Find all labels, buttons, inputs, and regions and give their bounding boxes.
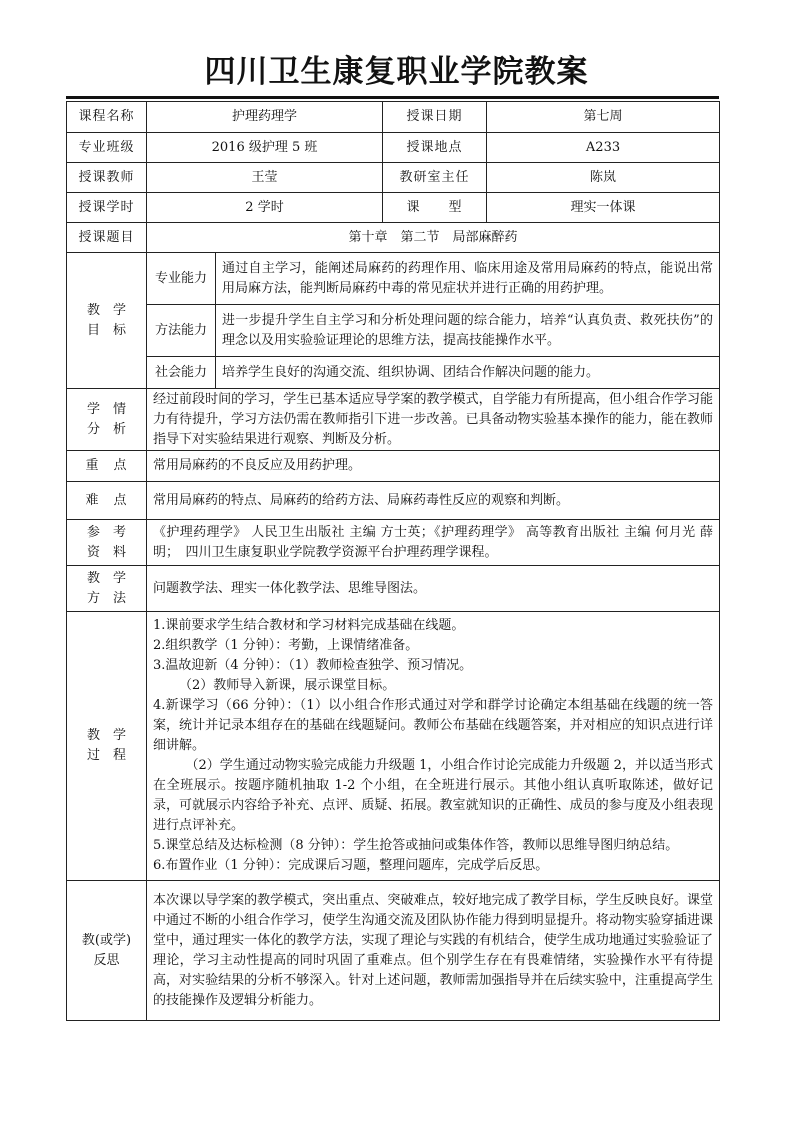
objectives-label: [67, 253, 147, 389]
process-content: [147, 612, 720, 881]
hours-label: 授课学时: [67, 193, 147, 223]
type-value: 理实一体课: [487, 193, 720, 223]
process-label-line2: 过 程: [86, 748, 126, 763]
process-step-4: 4.新课学习（66 分钟）：（1）以小组合作形式通过对学和群学讨论确定本组基础在线题的统一答案，统计并记录本组存在的基础在线题疑问。教师公布基础在线题答案，并对相应的知识点进行详细讲解。: [153, 698, 714, 753]
methods-label-line2: 方 法: [86, 590, 126, 606]
teacher-value: 王莹: [147, 163, 383, 193]
row-objective-professional: [67, 253, 720, 305]
row-topic: [67, 223, 720, 253]
process-step-6: 6.布置作业（1 分钟）：完成课后习题，整理问题库，完成学后反思。: [153, 858, 549, 873]
analysis-label: [67, 389, 147, 451]
location-label: 授课地点: [383, 133, 487, 163]
row-objective-method: [67, 305, 720, 357]
row-difficulties: [67, 482, 720, 520]
lesson-plan-table: [66, 101, 720, 1021]
row-key-points: [67, 451, 720, 482]
reflection-label-line1: 教(或学): [81, 932, 132, 948]
row-methods: [67, 566, 720, 612]
methods-text: 问题教学法、理实一体化教学法、思维导图法。: [147, 566, 720, 612]
process-step-4-sub: （2）学生通过动物实验完成能力升级题 1，小组合作讨论完成能力升级题 2，并以适当形式在全班展示。按题序随机抽取 1-2 个小组，在全班进行展示。其他小组认真听取陈述，做好记录，可就展示内容给予补充、点评、质疑、拓展。教室就知识的正确性、成员的参与度及小组表现进行点评补充。: [153, 758, 714, 833]
method-ability-text: 进一步提升学生自主学习和分析处理问题的综合能力，培养“认真负责、救死扶伤”的理念以及用实验验证理论的思维方法，提高技能操作水平。: [216, 305, 720, 357]
references-label-line2: 资 料: [86, 544, 126, 560]
row-hours: [67, 193, 720, 223]
row-analysis: [67, 389, 720, 451]
title-divider: [66, 96, 719, 99]
course-name-label: 课程名称: [67, 102, 147, 133]
class-value: 2016 级护理 5 班: [147, 133, 383, 163]
location-value: A233: [487, 133, 720, 163]
row-references: [67, 520, 720, 566]
date-label: 授课日期: [383, 102, 487, 133]
process-step-3: 3.温故迎新（4 分钟）：（1）教师检查独学、预习情况。: [153, 658, 473, 673]
type-label: 课 型: [383, 193, 487, 223]
references-text: 《护理药理学》 人民卫生出版社 主编 方士英；《护理药理学》 高等教育出版社 主编 何月光 薛明； 四川卫生康复职业学院教学资源平台护理药理学课程。: [147, 520, 720, 566]
social-ability-label: 社会能力: [147, 357, 216, 389]
row-objective-social: [67, 357, 720, 389]
key-points-label: 重 点: [67, 451, 147, 482]
reflection-label-line2: 反思: [93, 952, 120, 968]
professional-ability-text: 通过自主学习，能阐述局麻药的药理作用、临床用途及常用局麻药的特点，能说出常用局麻方法，能判断局麻药中毒的常见症状并进行正确的用药护理。: [216, 253, 720, 305]
methods-label-line1: 教 学: [86, 570, 126, 586]
row-course: [67, 102, 720, 133]
objectives-label-line1: 教 学: [86, 302, 126, 318]
row-class: [67, 133, 720, 163]
process-label: [67, 612, 147, 881]
analysis-label-line1: 学 情: [86, 401, 126, 417]
topic-value: 第十章 第二节 局部麻醉药: [147, 223, 720, 253]
course-name-value: 护理药理学: [147, 102, 383, 133]
row-process: [67, 612, 720, 881]
process-step-1: 1.课前要求学生结合教材和学习材料完成基础在线题。: [153, 618, 465, 633]
method-ability-label: 方法能力: [147, 305, 216, 357]
methods-label: [67, 566, 147, 612]
row-reflection: [67, 881, 720, 1021]
director-label: 教研室主任: [383, 163, 487, 193]
class-label: 专业班级: [67, 133, 147, 163]
process-label-line1: 教 学: [86, 728, 126, 743]
process-step-5: 5.课堂总结及达标检测（8 分钟）：学生抢答或抽问或集体作答，教师以思维导图归纳总结。: [153, 838, 679, 853]
date-value: 第七周: [487, 102, 720, 133]
social-ability-text: 培养学生良好的沟通交流、组织协调、团结合作解决问题的能力。: [216, 357, 720, 389]
key-points-text: 常用局麻药的不良反应及用药护理。: [147, 451, 720, 482]
process-step-2: 2.组织教学（1 分钟）：考勤，上课情绪准备。: [153, 638, 419, 653]
references-label-line1: 参 考: [86, 524, 126, 540]
difficulties-text: 常用局麻药的特点、局麻药的给药方法、局麻药毒性反应的观察和判断。: [147, 482, 720, 520]
analysis-text: 经过前段时间的学习，学生已基本适应导学案的教学模式，自学能力有所提高，但小组合作学习能力有待提升，学习方法仍需在教师指引下进一步改善。已具备动物实验基本操作的能力，能在教师指导下对实验结果进行观察、判断及分析。: [147, 389, 720, 451]
reflection-label: [67, 881, 147, 1021]
topic-label: 授课题目: [67, 223, 147, 253]
difficulties-label: 难 点: [67, 482, 147, 520]
analysis-label-line2: 分 析: [86, 421, 126, 437]
process-step-3-sub: （2）教师导入新课，展示课堂目标。: [179, 678, 396, 693]
teacher-label: 授课教师: [67, 163, 147, 193]
objectives-label-line2: 目 标: [86, 322, 126, 338]
professional-ability-label: 专业能力: [147, 253, 216, 305]
hours-value: 2 学时: [147, 193, 383, 223]
reflection-text: 本次课以导学案的教学模式，突出重点、突破难点，较好地完成了教学目标，学生反映良好。课堂中通过不断的小组合作学习，使学生沟通交流及团队协作能力得到明显提升。将动物实验穿插进课堂中，通过理实一体化的教学方法，实现了理论与实践的有机结合，使学生成功地通过实验验证了理论，学习主动性提高的同时巩固了重难点。但个别学生存在有畏难情绪，实验操作水平有待提高，对实验结果的分析不够深入。针对上述问题，教师需加强指导并在后续实验中，注重提高学生的技能操作及逻辑分析能力。: [147, 881, 720, 1021]
references-label: [67, 520, 147, 566]
page-title: 四川卫生康复职业学院教案: [204, 54, 589, 90]
row-teacher: [67, 163, 720, 193]
director-value: 陈岚: [487, 163, 720, 193]
